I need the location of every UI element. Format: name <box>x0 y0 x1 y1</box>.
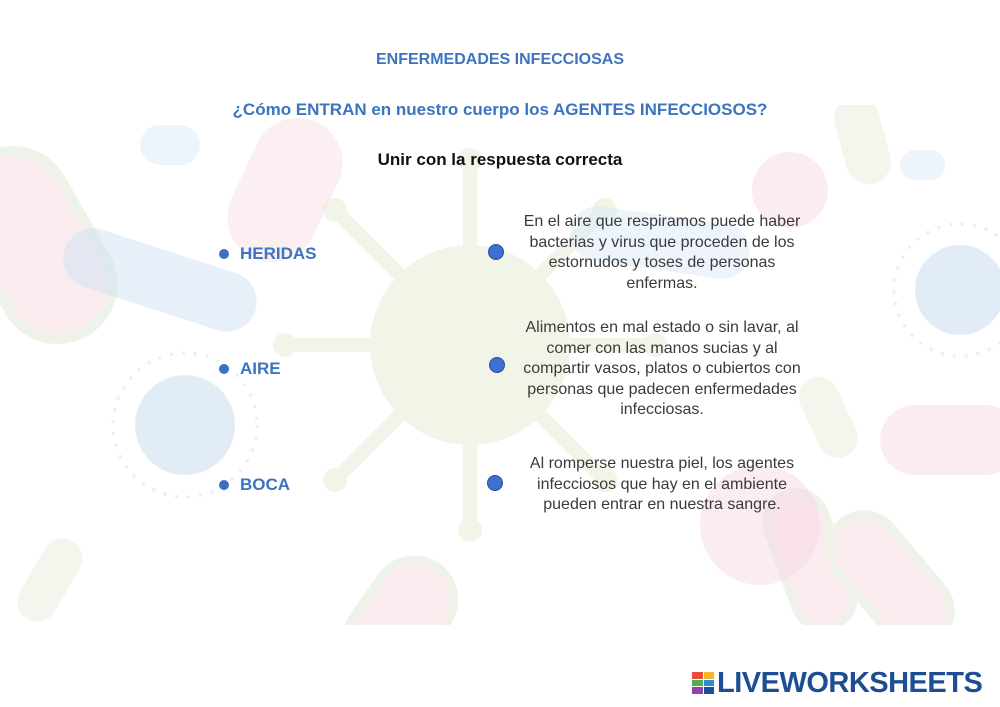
left-item-heridas[interactable] <box>219 242 317 266</box>
left-item-label: AIRE <box>240 359 281 378</box>
match-dot-right[interactable] <box>489 357 505 373</box>
match-dot-left[interactable] <box>219 364 229 374</box>
left-item-boca[interactable] <box>219 473 290 497</box>
page-title: ENFERMEDADES INFECCIOSAS <box>375 51 625 68</box>
instruction-text: Unir con la respuesta correcta <box>377 150 623 169</box>
match-dot-left[interactable] <box>219 249 229 259</box>
brand-name: LIVEWORKSHEETS <box>717 666 983 699</box>
liveworksheets-logo[interactable] <box>692 668 982 698</box>
left-item-label: BOCA <box>240 475 291 494</box>
question-heading: ¿Cómo ENTRAN en nuestro cuerpo los AGENTES INFECCIOSOS? <box>232 100 768 119</box>
answer-text-food: Alimentos en mal estado o sin lavar, al comer con las manos sucias y al compartir vasos, platos o cubiertos con personas que padecen enfermedades infecciosas. <box>523 319 801 419</box>
left-item-aire[interactable] <box>219 357 281 381</box>
match-dot-right[interactable] <box>488 244 504 260</box>
left-item-label: HERIDAS <box>240 244 317 263</box>
virus-illustration-blue-right <box>894 224 1000 356</box>
answer-text-air: En el aire que respiramos puede haber bacterias y virus que proceden de los estornudos y toses de personas enfermas. <box>523 213 801 292</box>
answer-text-skin: Al romperse nuestra piel, los agentes infecciosos que hay en el ambiente pueden entrar en nuestra sangre. <box>529 455 795 514</box>
match-dot-right[interactable] <box>487 475 503 491</box>
brand-icon <box>692 672 714 694</box>
match-dot-left[interactable] <box>219 480 229 490</box>
